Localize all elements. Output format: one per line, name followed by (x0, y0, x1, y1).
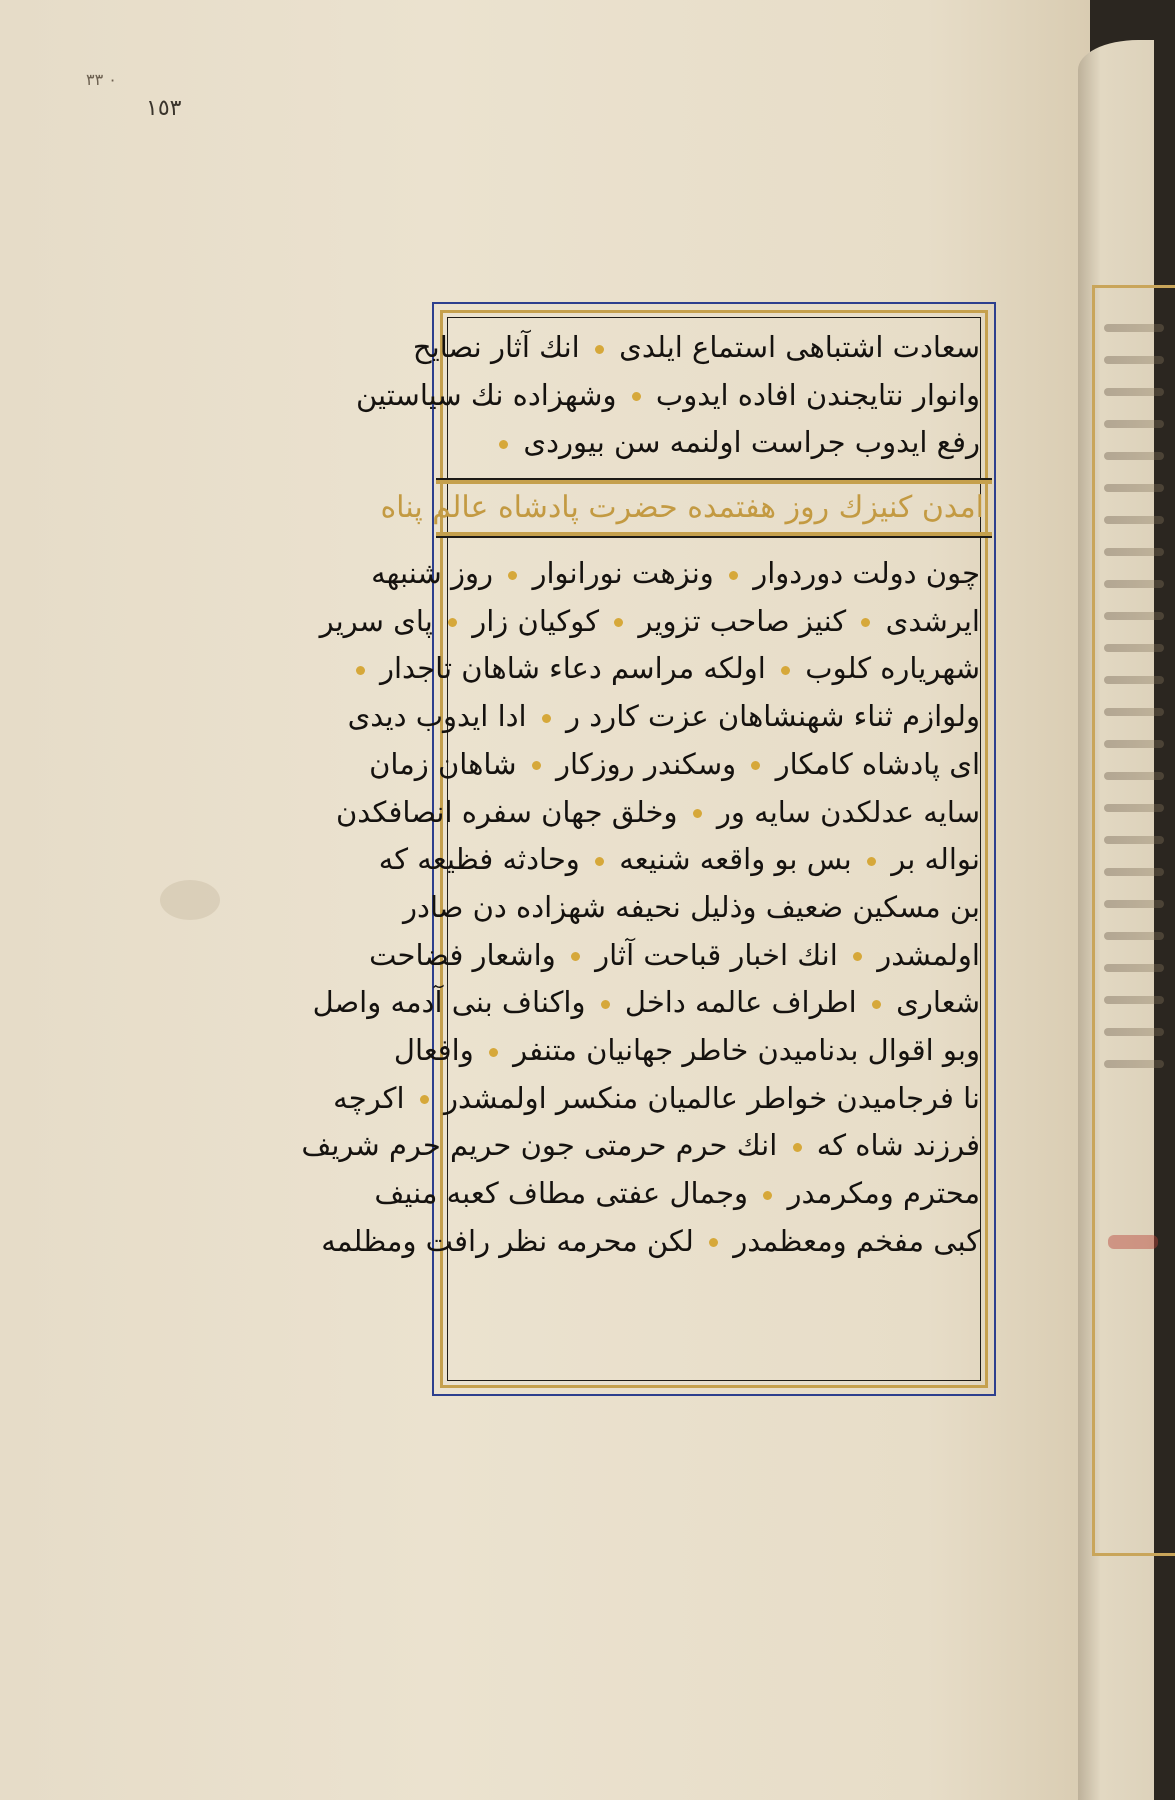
text-line: فرزند شاه که انك حرم حرمتی جون حریم حرم شریف (301, 1128, 980, 1163)
text-line: سعادت اشتباهی استماع ایلدی انك آثار نصایح (412, 330, 980, 364)
verse-dot (709, 1238, 718, 1247)
verse-dot (872, 1000, 881, 1009)
heading-band (380, 478, 992, 538)
verse-dot (508, 571, 517, 580)
verse-dot (632, 392, 641, 401)
verse-dot (532, 761, 541, 770)
verse-dot (793, 1143, 802, 1152)
paper-stain (160, 880, 220, 920)
text-line: نواله بر بس بو واقعه شنیعه وحادثه فظیعه که (378, 842, 980, 877)
top-text-block (355, 324, 980, 467)
text-line: وانوار نتایجندن افاده ایدوب وشهزاده نك سیاستین (355, 377, 980, 412)
text-line: اولمشدر انك اخبار قباحت آثار واشعار فضاحت (369, 937, 980, 972)
verse-dot (861, 618, 870, 627)
verse-dot (542, 714, 551, 723)
text-line: رفع ایدوب جراست اولنمه سن بیوردی (448, 419, 980, 467)
text-line: سایه عدلکدن سایه ور وخلق جهان سفره انصافکدن (336, 794, 980, 829)
verse-dot (601, 1000, 610, 1009)
verse-dot (751, 761, 760, 770)
text-line: بن مسکین ضعیف وذلیل نحیفه شهزاده دن صادر (403, 889, 980, 924)
folio-number: ١٥٣ (146, 96, 182, 121)
verse-dot (595, 345, 604, 354)
verse-dot (448, 618, 457, 627)
verse-dot (867, 857, 876, 866)
text-line: شهریاره کلوب اولکه مراسم دعاء شاهان تاجدار (448, 645, 980, 693)
facing-page-rubric (1108, 1235, 1158, 1249)
facing-page-text (1104, 300, 1164, 1092)
verse-dot (853, 952, 862, 961)
text-line: ولوازم ثناء شهنشاهان عزت کارد ر ادا ایدوب دیدی (347, 699, 980, 734)
verse-dot (614, 618, 623, 627)
text-frame (301, 302, 996, 1396)
text-line: شعاری اطراف عالمه داخل واکناف بنی آدمه واصل (312, 985, 980, 1020)
verse-dot (499, 440, 508, 449)
verse-dot (595, 857, 604, 866)
verse-dot (571, 952, 580, 961)
verse-dot (781, 666, 790, 675)
text-line: ایرشدی کنیز صاحب تزویر کوکیان زار پای سریر (319, 603, 980, 638)
verse-dot (693, 809, 702, 818)
text-line: نا فرجامیدن خواطر عالمیان منکسر اولمشدر اکرچه (333, 1080, 980, 1115)
chapter-heading: امدن کنیزك روز هفتمده حضرت پادشاه عالم پناه (380, 490, 984, 525)
corner-mark: ٠ ٣٣ (86, 70, 117, 89)
main-text-block (301, 550, 980, 1266)
text-line: ای پادشاه کامکار وسکندر روزکار شاهان زمان (369, 746, 980, 781)
text-line: کبی مفخم ومعظمدر لکن محرمه نظر رافت ومظلمه (321, 1223, 980, 1258)
text-line: محترم ومکرمدر وجمال عفتی مطاف کعبه منیف (374, 1176, 980, 1211)
verse-dot (763, 1191, 772, 1200)
text-line: چون دولت دوردوار ونزهت نورانوار روز شنبهه (371, 556, 980, 590)
verse-dot (356, 666, 365, 675)
verse-dot (729, 571, 738, 580)
facing-page-edge (1078, 40, 1154, 1800)
verse-dot (489, 1048, 498, 1057)
verse-dot (420, 1095, 429, 1104)
text-line: وبو اقوال بدنامیدن خاطر جهانیان متنفر وافعال (393, 1033, 980, 1068)
